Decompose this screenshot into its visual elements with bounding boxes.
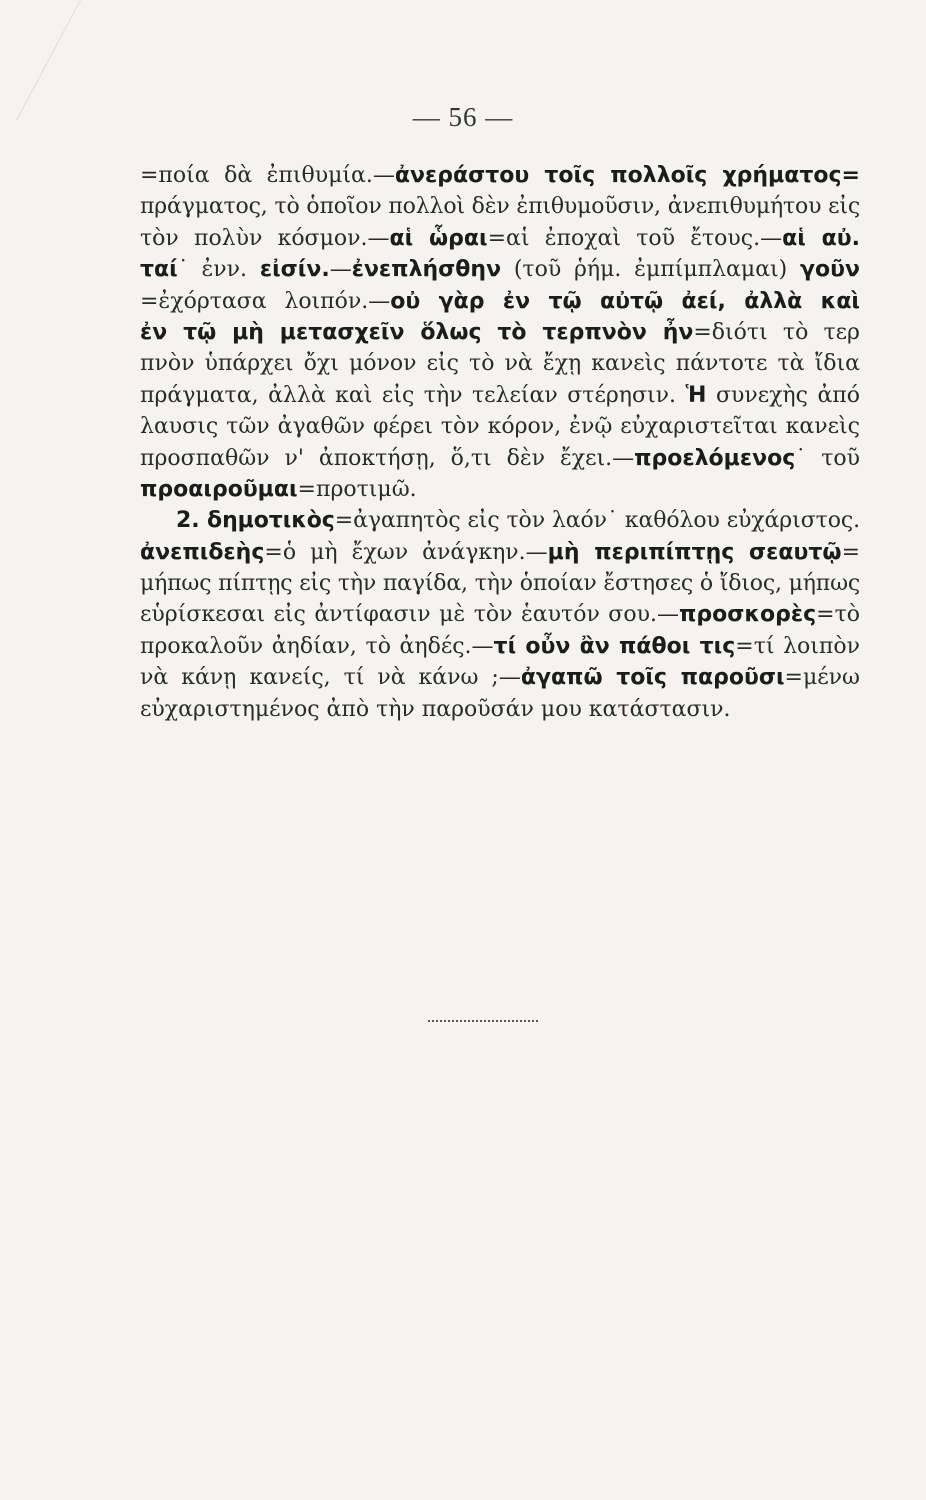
text-run: εὐχαριστημένος ἀπὸ τὴν παροῦσάν μου κατάστασιν.	[140, 696, 731, 722]
text-run: —	[329, 257, 352, 283]
bold-term: ἐνεπλήσθην	[351, 257, 502, 283]
bold-term: ταί	[140, 257, 178, 283]
text-line	[140, 411, 860, 442]
text-run: =αἱ ἐποχαὶ τοῦ ἔτους.—	[487, 225, 783, 251]
text-run: πράγματος, τὸ ὁποῖον πολλοὶ δὲν ἐπιθυμοῦσιν, ἀνεπιθυμήτου εἰς	[140, 194, 860, 220]
text-line	[140, 348, 860, 379]
section-divider	[428, 1020, 538, 1022]
bold-term: αἱ ὧραι	[389, 225, 488, 251]
text-line	[140, 662, 860, 693]
text-run: εὑρίσκεσαι εἰς ἀντίφασιν μὲ τὸν ἑαυτόν σου.—	[140, 602, 679, 628]
text-run: προσπαθῶν ν' ἀποκτήσῃ, ὅ,τι δὲν ἔχει.—	[140, 445, 635, 471]
bold-term: προελόμενος	[634, 445, 796, 471]
text-run: =ὁ μὴ ἔχων ἀνάγκην.—	[264, 539, 548, 565]
text-line	[140, 694, 860, 725]
bold-term: αἱ αὐ.	[782, 225, 860, 251]
text-line	[140, 505, 860, 536]
text-line	[140, 443, 860, 474]
text-run: =ἐχόρτασα λοιπόν.—	[140, 288, 391, 314]
text-run: λαυσις τῶν ἀγαθῶν φέρει τὸν κόρον, ἐνῷ εὐχαριστεῖται κανεὶς	[140, 414, 860, 440]
text-line	[140, 599, 860, 630]
bold-term: εἰσίν.	[259, 257, 330, 283]
text-run: =μένω	[784, 665, 860, 691]
text-run: =τί λοιπὸν	[735, 633, 861, 659]
bold-term: γοῦν	[800, 257, 860, 283]
bold-term: μὴ περιπίπτῃς σεαυτῷ	[547, 539, 842, 565]
text-run: προκαλοῦν ἀηδίαν, τὸ ἀηδές.—	[140, 633, 494, 659]
bold-term: Ἡ	[685, 382, 707, 408]
text-line	[140, 317, 860, 348]
text-run: =διότι τὸ τερ	[693, 319, 860, 345]
bold-term: τί οὖν ἂν πάθοι τις	[493, 633, 736, 659]
text-line	[140, 474, 860, 505]
bold-term: 2. δημοτικὸς	[176, 508, 335, 534]
bold-term: ἀνεπιδεὴς	[140, 539, 265, 565]
text-run: =προτιμῶ.	[297, 476, 417, 502]
bold-term: οὐ γὰρ ἐν τῷ αὐτῷ ἀεί, ἀλλὰ καὶ	[390, 288, 861, 314]
text-line	[140, 631, 860, 662]
bold-term: ἀγαπῶ τοῖς παροῦσι	[520, 665, 785, 691]
text-run: τὸν πολὺν κόσμον.—	[140, 225, 390, 251]
text-run: =ποία δὰ ἐπιθυμία.—	[140, 163, 395, 188]
text-line	[140, 537, 860, 568]
text-line	[140, 286, 860, 317]
text-run: =τὸ	[816, 602, 860, 628]
text-line	[140, 568, 860, 599]
text-run: συνεχὴς ἀπό	[706, 382, 861, 408]
text-run: μήπως πίπτῃς εἰς τὴν παγίδα, τὴν ὁποίαν ἔστησες ὁ ἴδιος, μήπως	[140, 571, 860, 597]
text-run: (τοῦ ῥήμ. ἐμπίμπλαμαι)	[501, 257, 801, 283]
text-line	[140, 380, 860, 411]
text-line	[140, 191, 860, 222]
text-run: =ἀγαπητὸς εἰς τὸν λαόν˙ καθόλου εὐχάριστος.	[334, 508, 860, 534]
text-run: ˙ ἐνν.	[177, 257, 260, 283]
bold-term: προσκορὲς	[678, 602, 817, 628]
text-run: νὰ κάνῃ κανείς, τί νὰ κάνω ;—	[140, 665, 521, 691]
text-line	[140, 223, 860, 254]
text-run: πράγματα, ἀλλὰ καὶ εἰς τὴν τελείαν στέρησιν.	[140, 382, 686, 408]
bold-term: προαιροῦμαι	[140, 476, 298, 502]
text-run: =	[841, 539, 860, 565]
page-number: — 56 —	[412, 102, 514, 132]
bold-term: ἐν τῷ μὴ μετασχεῖν ὅλως τὸ τερπνὸν ἦν	[140, 319, 694, 345]
text-run: ˙ τοῦ	[795, 445, 860, 471]
text-run: πνὸν ὑπάρχει ὄχι μόνον εἰς τὸ νὰ ἔχῃ κανεὶς πάντοτε τὰ ἴδια	[140, 351, 860, 377]
text-line	[140, 254, 860, 285]
bold-term: ἀνεράστου τοῖς πολλοῖς χρήματος=	[394, 163, 860, 188]
text-body	[140, 160, 860, 725]
text-line	[140, 160, 860, 191]
